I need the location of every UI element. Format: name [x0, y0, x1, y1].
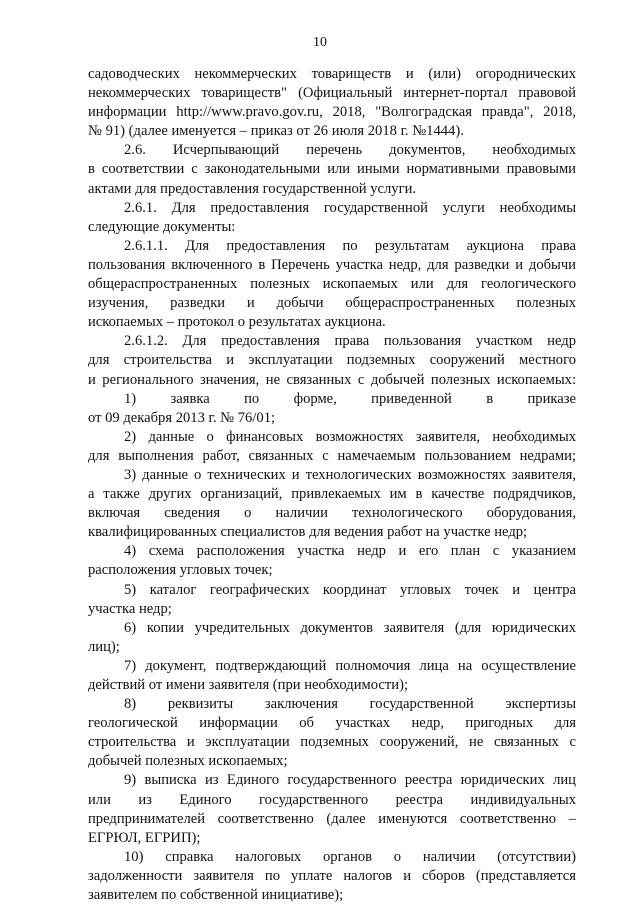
- text-line: 6) копии учредительных документов заявителя (для юридических: [124, 619, 576, 636]
- text-line: действий от имени заявителя (при необходимости);: [88, 677, 409, 693]
- text-line: добычей полезных ископаемых;: [88, 753, 288, 770]
- text-line: изучения, разведки и добычи общераспространенных полезных: [88, 295, 576, 312]
- text-line: задолженности заявителя по уплате налогов и сборов (представляется: [88, 867, 576, 884]
- text-line: 2.6.1.1. Для предоставления по результатам аукциона права: [124, 237, 576, 254]
- text-line: или из Единого государственного реестра индивидуальных: [88, 791, 576, 808]
- text-line: ископаемых – протокол о результатах аукциона.: [88, 314, 386, 331]
- text-line: лиц);: [88, 638, 120, 655]
- text-line: для выполнения работ, связанных с намечаемым пользованием недрами;: [88, 447, 576, 464]
- text-line: включая сведения о наличии технологического оборудования,: [88, 505, 576, 522]
- text-line: в соответствии с законодательными или иными нормативными правовыми: [88, 161, 576, 178]
- text-line: пользования включенного в Перечень участка недр, для разведки и добычи: [88, 256, 576, 273]
- page-number: 10: [313, 35, 327, 50]
- text-line: следующие документы:: [88, 218, 236, 235]
- text-line: № 91) (далее именуется – приказ от 26 июля 2018 г. №1444).: [88, 123, 464, 140]
- text-line: а также других организаций, привлекаемых им в качестве подрядчиков,: [88, 486, 576, 503]
- text-line: участка недр;: [88, 600, 172, 617]
- text-line: строительства и эксплуатации подземных сооружений, не связанных с: [88, 734, 576, 751]
- text-line: расположения угловых точек;: [88, 562, 273, 579]
- text-line: 3) данные о технических и технологических возможностях заявителя,: [124, 466, 576, 483]
- text-line: информации http://www.pravo.gov.ru, 2018, "Волгоградская правда", 2018,: [88, 104, 576, 121]
- text-line: ЕГРЮЛ, ЕГРИП);: [88, 829, 201, 846]
- text-line: от 09 декабря 2013 г. № 76/01;: [88, 409, 276, 426]
- text-line: 7) документ, подтверждающий полномочия лица на осуществление: [124, 657, 576, 674]
- text-line: для строительства и эксплуатации подземных сооружений местного: [88, 352, 576, 369]
- text-line: квалифицированных специалистов для ведения работ на участке недр;: [88, 524, 528, 541]
- text-line: 9) выписка из Единого государственного реестра юридических лиц: [124, 772, 576, 789]
- body-text: [88, 65, 576, 905]
- text-line: геологической информации об участках недр, пригодных для: [88, 715, 576, 732]
- text-line: 2) данные о финансовых возможностях заявителя, необходимых: [124, 428, 576, 445]
- text-line: общераспространенных полезных ископаемых или для геологического: [88, 276, 576, 293]
- text-line: 8) реквизиты заключения государственной экспертизы: [124, 696, 576, 713]
- text-line: садоводческих некоммерческих товариществ и (или) огороднических: [88, 66, 576, 82]
- text-line: некоммерческих товариществ" (Официальный интернет-портал правовой: [88, 85, 576, 102]
- text-line: заявителем по собственной инициативе);: [88, 887, 344, 904]
- text-line: 2.6.1. Для предоставления государственной услуги необходимы: [124, 199, 576, 216]
- text-line: предпринимателей соответственно (далее именуются соответственно –: [88, 810, 576, 827]
- text-line: 2.6.1.2. Для предоставления права пользования участком недр: [124, 333, 576, 350]
- text-line: 1) заявка по форме, приведенной в приказе: [124, 390, 576, 407]
- text-line: 2.6. Исчерпывающий перечень документов, необходимых: [124, 142, 576, 159]
- text-line: 4) схема расположения участка недр и его план с указанием: [124, 543, 576, 560]
- text-line: актами для предоставления государственной услуги.: [88, 180, 417, 197]
- text-line: 5) каталог географических координат угловых точек и центра: [124, 581, 576, 598]
- text-line: 10) справка налоговых органов о наличии (отсутствии): [124, 848, 576, 865]
- text-line: и регионального значения, не связанных с добычей полезных ископаемых:: [88, 371, 576, 388]
